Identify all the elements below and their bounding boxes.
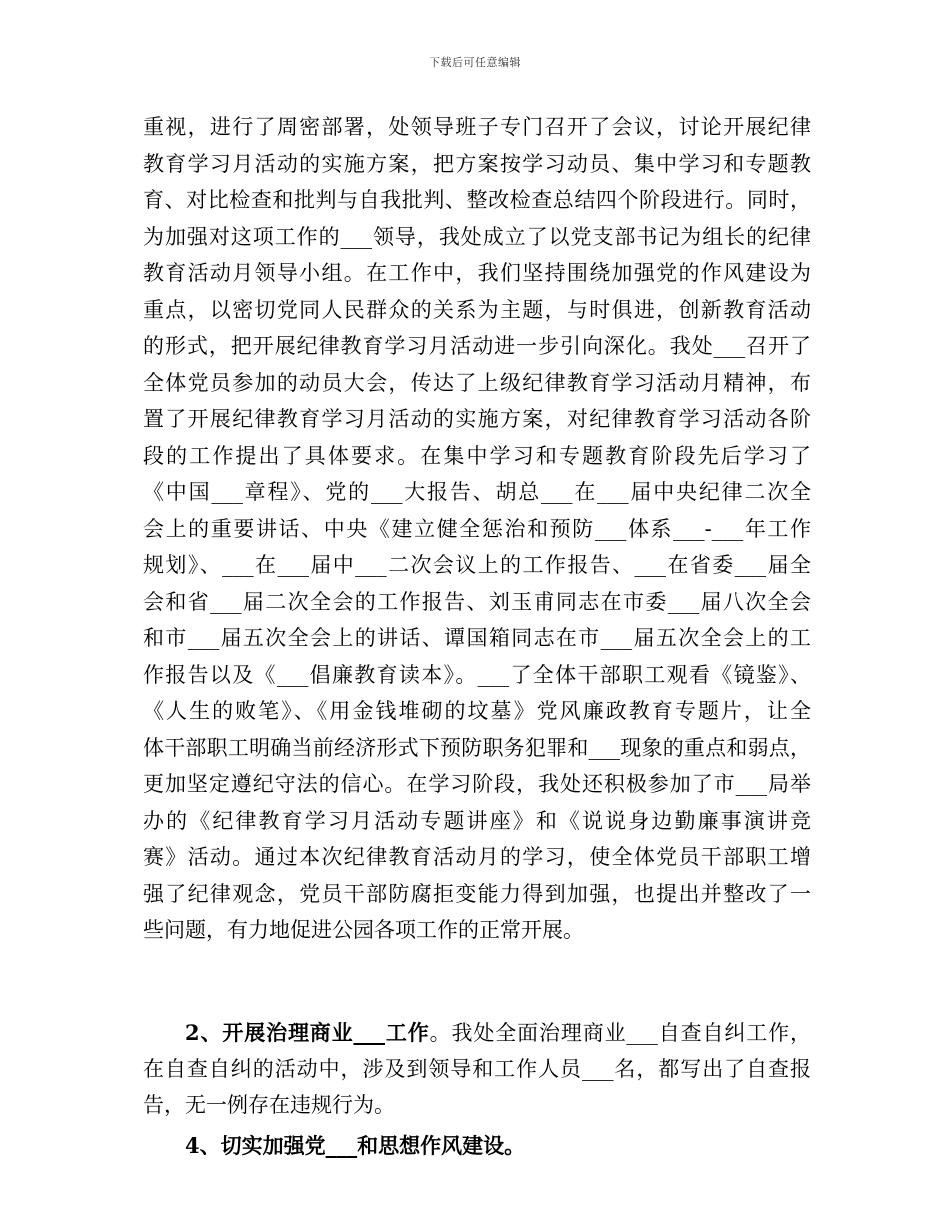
paragraph-1-line: 办的《纪律教育学习月活动专题讲座》和《说说身边勤廉事演讲竞 [143, 808, 811, 833]
paragraph-1-line: 重视，进行了周密部署，处领导班子专门召开了会议，讨论开展纪律 [143, 115, 811, 139]
section-2-line: 告，无一例存在违规行为。 [143, 1093, 395, 1117]
paragraph-1-line: 会上的重要讲话、中央《建立健全惩治和预防___体系___-___年工作 [143, 516, 811, 541]
paragraph-1-line: 《中国___章程》、党的___大报告、胡总___在___届中央纪律二次全 [143, 480, 811, 504]
paragraph-1-line: 规划》、___在___届中___二次会议上的工作报告、___在省委___届全 [143, 553, 811, 577]
section-4-heading: 4、切实加强党___和思想作风建设。 [185, 1133, 526, 1158]
paragraph-1-line: 为加强对这项工作的___领导，我处成立了以党支部书记为组长的纪律 [143, 224, 811, 249]
section-2-heading-line [185, 1016, 811, 1050]
paragraph-1-line: 和市___届五次全会上的讲话、谭国箱同志在市___届五次全会上的工 [143, 626, 811, 650]
paragraph-1-line: 体干部职工明确当前经济形式下预防职务犯罪和___现象的重点和弱点， [143, 735, 811, 760]
paragraph-1-line: 置了开展纪律教育学习月活动的实施方案，对纪律教育学习活动各阶 [143, 407, 811, 431]
paragraph-1-line: 些问题，有力地促进公园各项工作的正常开展。 [143, 918, 584, 942]
paragraph-1-line: 全体党员参加的动员大会，传达了上级纪律教育学习活动月精神，布 [143, 370, 811, 395]
paragraph-1-line: 段的工作提出了具体要求。在集中学习和专题教育阶段先后学习了 [143, 443, 811, 468]
paragraph-1-line: 会和省___届二次全会的工作报告、刘玉甫同志在市委___届八次全会 [143, 589, 811, 614]
section-2-heading: 2、开展治理商业___工作 [185, 1020, 430, 1045]
paragraph-1-line: 《人生的败笔》、《用金钱堆砌的坟墓》党风廉政教育专题片，让全 [143, 699, 811, 723]
page-header: 下载后可任意编辑 [429, 56, 521, 69]
paragraph-1-line: 育、对比检查和批判与自我批判、整改检查总结四个阶段进行。同时， [143, 188, 811, 212]
section-2-line: 在自查自纠的活动中，涉及到领导和工作人员___名，都写出了自查报 [143, 1057, 811, 1081]
paragraph-1-line: 教育活动月领导小组。在工作中，我们坚持围绕加强党的作风建设为 [143, 261, 811, 285]
paragraph-1-line: 重点，以密切党同人民群众的关系为主题，与时俱进，创新教育活动 [143, 297, 811, 322]
paragraph-1-line: 作报告以及《___倡廉教育读本》。___了全体干部职工观看《镜鉴》、 [143, 662, 811, 687]
paragraph-1-line: 更加坚定遵纪守法的信心。在学习阶段，我处还积极参加了市___局举 [143, 772, 811, 796]
paragraph-1-line: 的形式，把开展纪律教育学习月活动进一步引向深化。我处___召开了 [143, 334, 811, 358]
paragraph-1-line: 教育学习月活动的实施方案，把方案按学习动员、集中学习和专题教 [143, 151, 811, 176]
paragraph-1-line: 强了纪律观念，党员干部防腐拒变能力得到加强，也提出并整改了一 [143, 881, 811, 906]
section-2-heading-rest: 。我处全面治理商业___自查自纠工作， [429, 1021, 811, 1045]
paragraph-1-line: 赛》活动。通过本次纪律教育活动月的学习，使全体党员干部职工增 [143, 845, 811, 869]
